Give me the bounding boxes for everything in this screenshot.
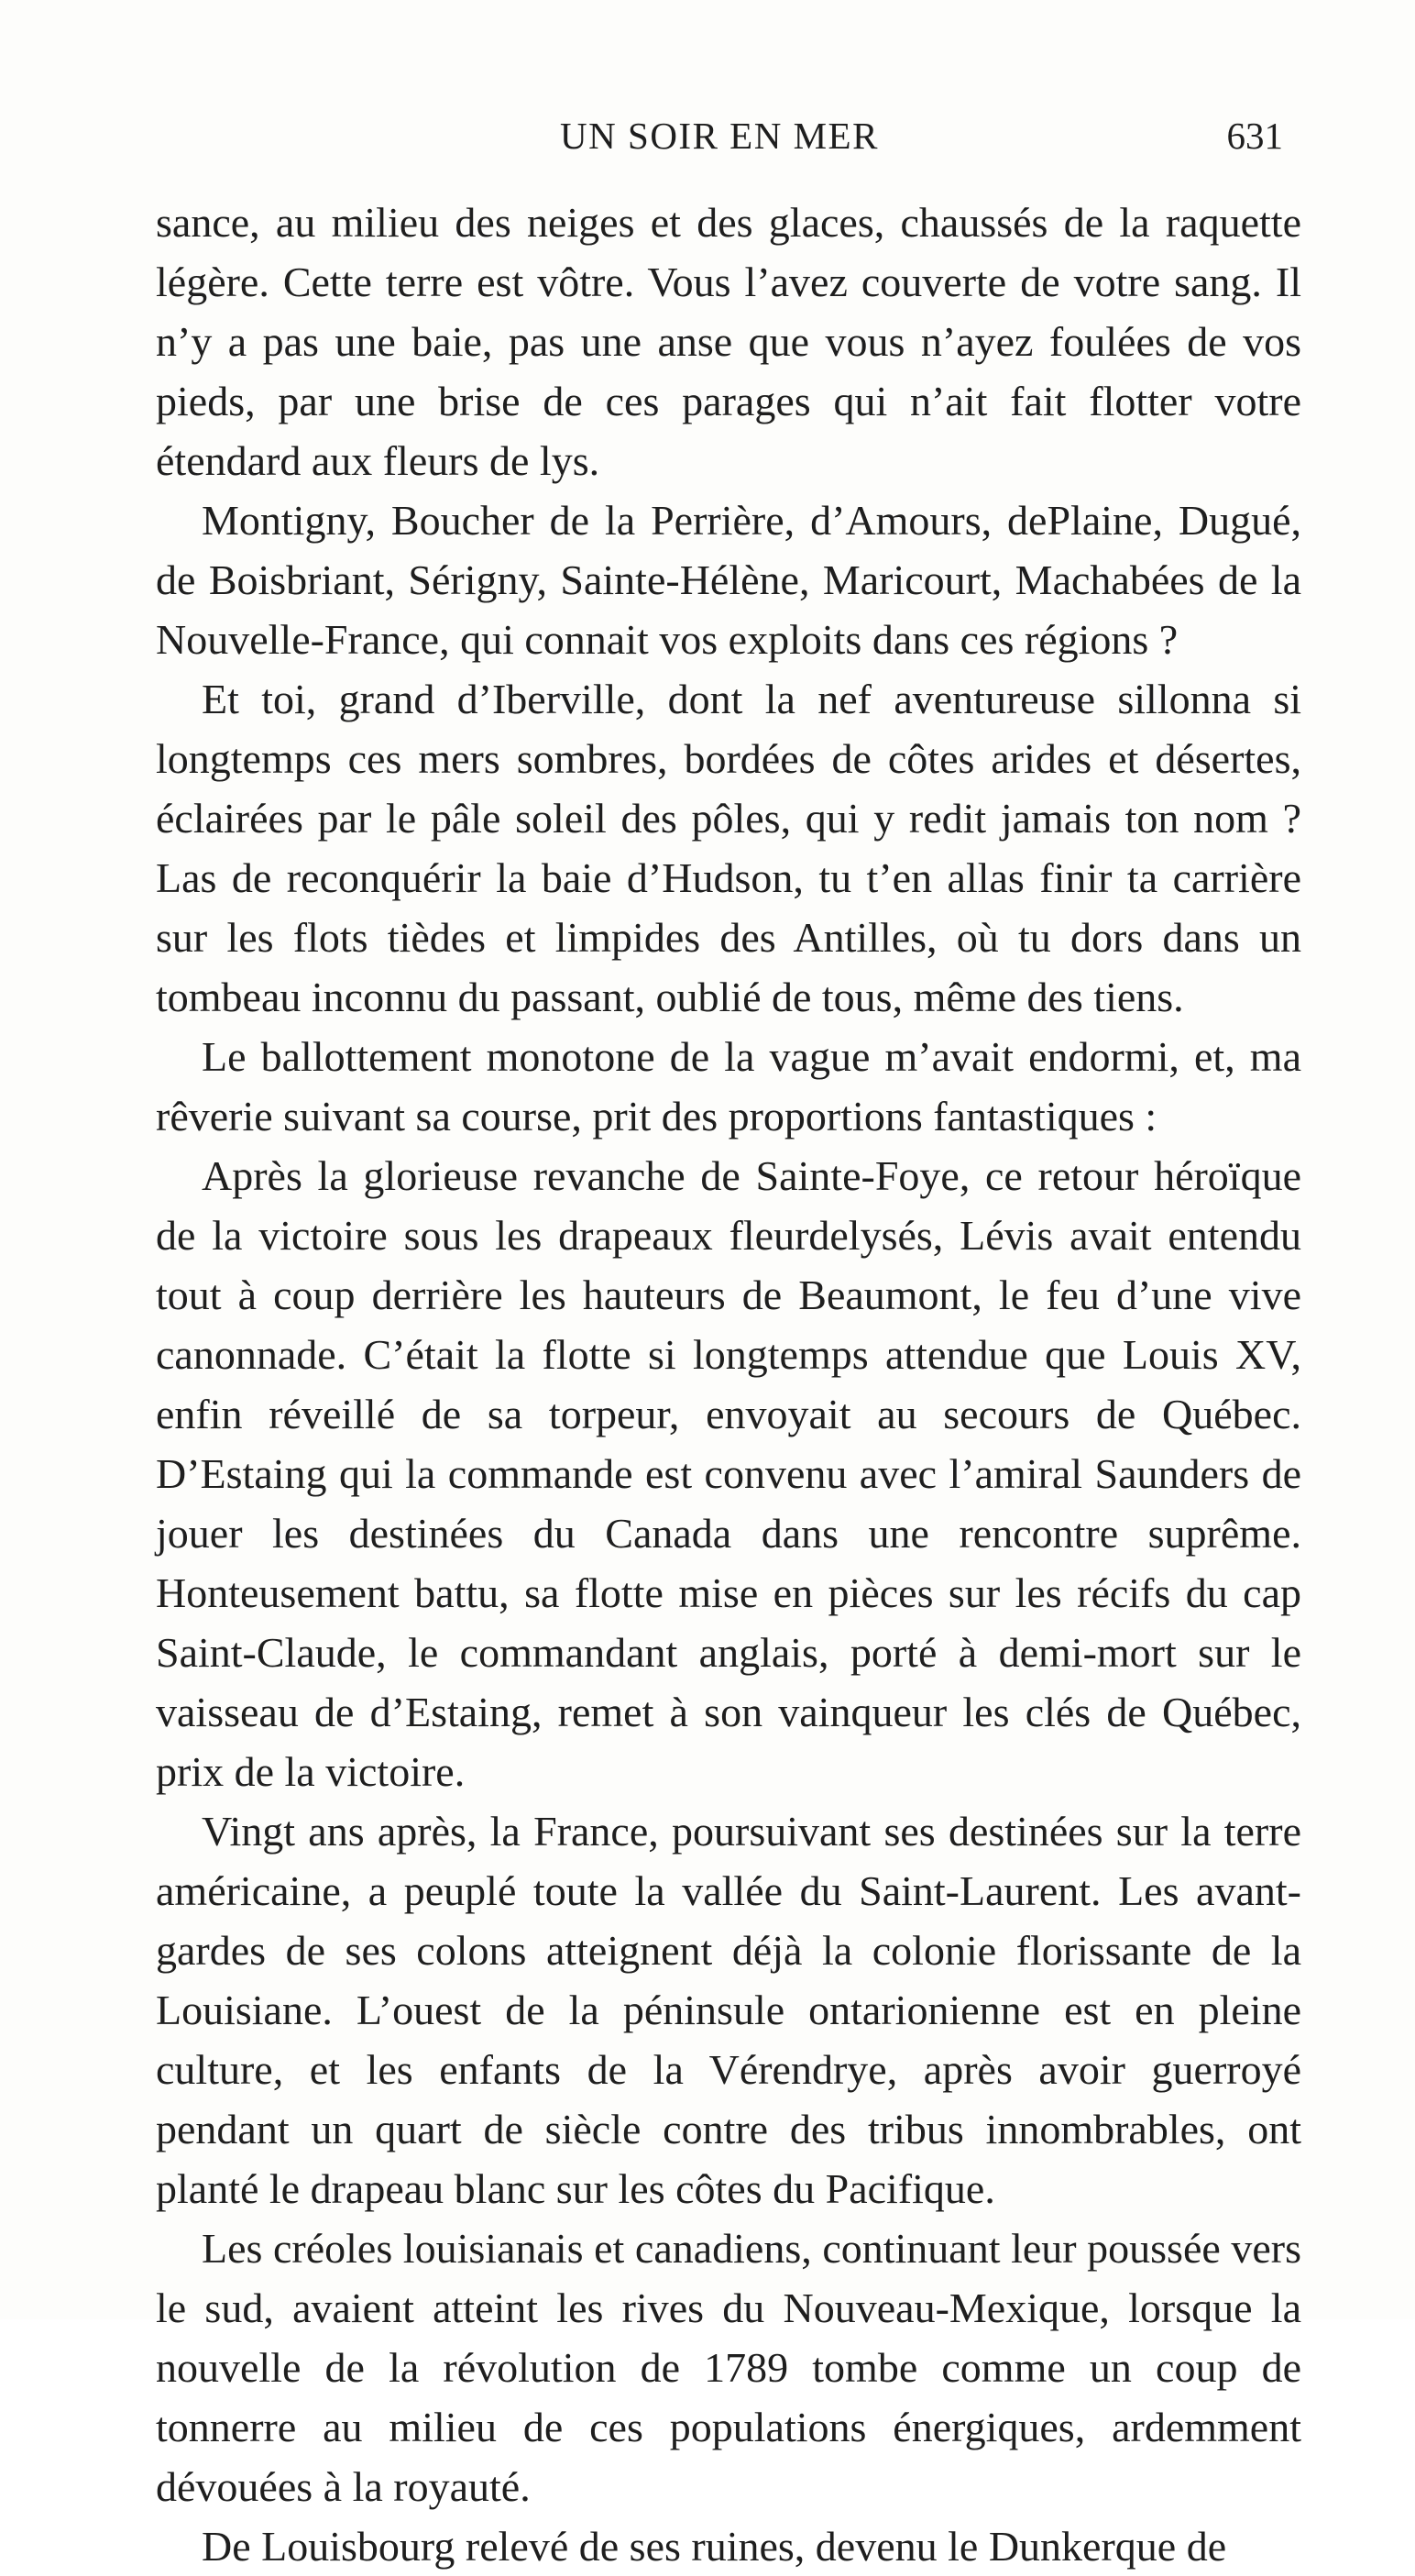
paragraph: Le ballottement monotone de la vague m’avait endormi, et, ma rêverie suivant sa course, prit des proportions fantastiques : [156, 1033, 1301, 1139]
paragraph: Les créoles louisianais et canadiens, continuant leur poussée vers le sud, avaient atteint les rives du Nouveau-Mexique, lorsque la nouvelle de la révolution de 1789 tombe comme un coup de tonnerre au milieu de ces populations énergiques, ardemment dévouées à la royauté. [156, 2225, 1301, 2510]
running-title: UN SOIR EN MER [560, 115, 879, 157]
body-text [156, 193, 1301, 2576]
paragraph: Vingt ans après, la France, poursuivant ses destinées sur la terre américaine, a peuplé toute la vallée du Saint-Laurent. Les avant-gardes de ses colons atteignent déjà la colonie florissante de la Louisiane. L’ouest de la péninsule ontarionienne est en pleine culture, et les enfants de la Vérendrye, après avoir guerroyé pendant un quart de siècle contre des tribus innombrables, ont planté le drapeau blanc sur les côtes du Pacifique. [156, 1808, 1301, 2212]
paragraph: Après la glorieuse revanche de Sainte-Foye, ce retour héroïque de la victoire sous les drapeaux fleurdelysés, Lévis avait entendu tout à coup derrière les hauteurs de Beaumont, le feu d’une vive canonnade. C’était la flotte si longtemps attendue que Louis XV, enfin réveillé de sa torpeur, envoyait au secours de Québec. D’Estaing qui la commande est convenu avec l’amiral Saunders de jouer les destinées du Canada dans une rencontre suprême. Honteusement battu, sa flotte mise en pièces sur les récifs du cap Saint-Claude, le commandant anglais, porté à demi-mort sur le vaisseau de d’Estaing, remet à son vainqueur les clés de Québec, prix de la victoire. [156, 1152, 1301, 1795]
paragraph: Et toi, grand d’Iberville, dont la nef aventureuse sillonna si longtemps ces mers sombres, bordées de côtes arides et désertes, éclairées par le pâle soleil des pôles, qui y redit jamais ton nom ? Las de reconquérir la baie d’Hudson, tu t’en allas finir ta carrière sur les flots tièdes et limpides des Antilles, où tu dors dans un tombeau inconnu du passant, oublié de tous, même des tiens. [156, 676, 1301, 1020]
page-number: 631 [1226, 115, 1283, 157]
paragraph: Montigny, Boucher de la Perrière, d’Amours, dePlaine, Dugué, de Boisbriant, Sérigny, Sainte-Hélène, Maricourt, Machabées de la Nouvelle-France, qui connait vos exploits dans ces régions ? [156, 497, 1301, 663]
page-header [156, 108, 1283, 163]
paragraph: sance, au milieu des neiges et des glaces, chaussés de la raquette légère. Cette terre est vôtre. Vous l’avez couverte de votre sang. Il n’y a pas une baie, pas une anse que vous n’ayez foulées de vos pieds, par une brise de ces parages qui n’ait fait flotter votre étendard aux fleurs de lys. [156, 199, 1301, 484]
paragraph: De Louisbourg relevé de ses ruines, devenu le Dunkerque de [202, 2523, 1227, 2570]
